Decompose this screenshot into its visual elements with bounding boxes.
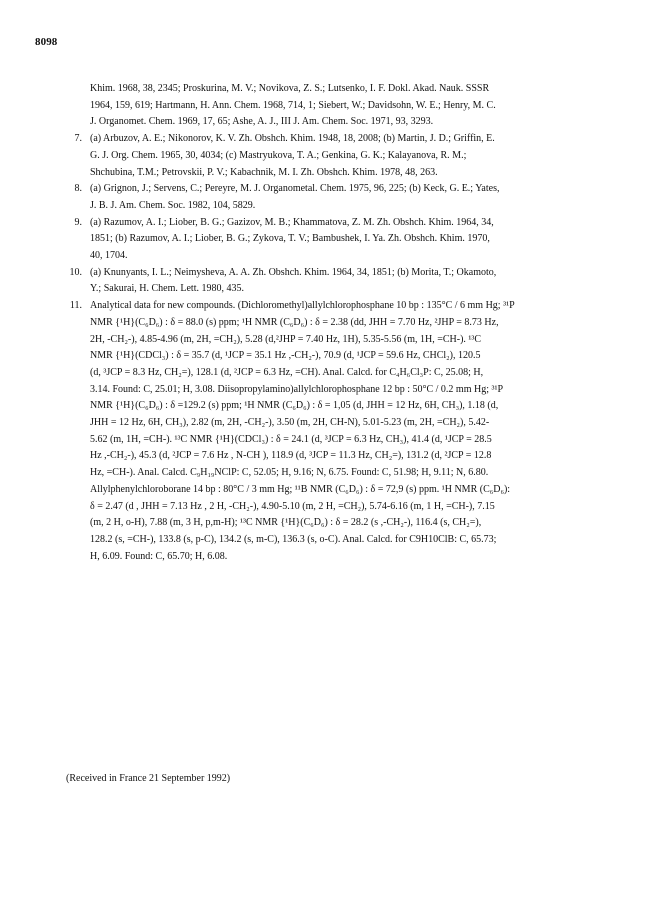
reference-line: (a) Razumov, A. I.; Liober, B. G.; Gazizov, M. B.; Khammatova, Z. M. Zh. Obshch. Khim. 1964, 34, [90,216,494,228]
page-number: 8098 [35,36,58,48]
reference-line: 128.2 (s, =CH-), 133.8 (s, p-C), 134.2 (s, m-C), 136.3 (s, o-C). Anal. Calcd. for C9H10ClB: C, 65.73; [90,533,497,545]
reference-line: Hz, =CH-). Anal. Calcd. C₉H₁₉NClP: C, 52.05; H, 9.16; N, 6.75. Found: C, 51.98; H, 9.11; N, 6.80. [90,467,489,479]
reference-text [90,298,646,565]
reference-item [38,265,646,298]
reference-line: 3.14. Found: C, 25.01; H, 3.08. Diisopropylamino)allylchlorophosphane 12 bp : 50°C / 0.2 mm Hg; ³¹P [90,383,504,395]
reference-text [90,131,646,181]
reference-line: G. J. Org. Chem. 1965, 30, 4034; (c) Mastryukova, T. A.; Genkina, G. K.; Kalayanova, R. M.; [90,149,467,161]
reference-line: δ = 2.47 (d , JHH = 7.13 Hz , 2 H, -CH₂-), 4.90-5.10 (m, 2 H, =CH₂), 5.74-6.16 (m, 1 H, =CH-), 7.15 [90,500,495,512]
reference-text [90,181,646,214]
reference-number: 10. [69,266,82,278]
reference-line: (a) Knunyants, I. L.; Neimysheva, A. A. Zh. Obshch. Khim. 1964, 34, 1851; (b) Morita, T.; Okamoto, [90,266,497,278]
reference-number: 8. [74,183,82,195]
reference-line: J. B. J. Am. Chem. Soc. 1982, 104, 5829. [90,199,256,211]
reference-line: 2H, -CH₂-), 4.85-4.96 (m, 2H, =CH₂), 5.28 (d,²JHP = 7.40 Hz, 1H), 5.35-5.56 (m, 1H, =CH-). ¹³C [90,333,482,345]
received-date: (Received in France 21 September 1992) [66,773,231,784]
reference-line: NMR {¹H}(C₆D₆) : δ =129.2 (s) ppm; ¹H NMR (C₆D₆) : δ = 1,05 (d, JHH = 12 Hz, 6H, CH₃), 1.18 (d, [90,400,499,412]
reference-text [90,215,646,265]
reference-line: Analytical data for new compounds. (Dichloromethyl)allylchlorophosphane 10 bp : 135°C / 6 mm Hg; ³¹P [90,300,515,312]
reference-item [38,215,646,265]
reference-line: 40, 1704. [90,250,128,262]
reference-number: 11. [69,300,82,312]
reference-list [38,81,646,565]
reference-text [90,81,646,131]
reference-item [38,298,646,565]
reference-line: Hz ,-CH₂-), 45.3 (d, ²JCP = 7.6 Hz , N-CH ), 118.9 (d, ³JCP = 11.3 Hz, CH₂=), 131.2 (d, ²JCP = 12.8 [90,450,492,462]
reference-line: 1964, 159, 619; Hartmann, H. Ann. Chem. 1968, 714, 1; Siebert, W.; Davidsohn, W. E.; Henry, M. C. [90,99,496,111]
reference-line: Allylphenylchloroborane 14 bp : 80°C / 3 mm Hg; ¹¹B NMR (C₆D₆) : δ = 72,9 (s) ppm. ¹H NMR (C₆D₆): [90,483,511,495]
reference-line: Y.; Sakurai, H. Chem. Lett. 1980, 435. [90,283,244,295]
reference-line: (d, ³JCP = 8.3 Hz, CH₂=), 128.1 (d, ²JCP = 6.3 Hz, =CH). Anal. Calcd. for C₄H₆Cl₃P: C, 25.08; H, [90,366,484,378]
reference-line: NMR {¹H}(C₆D₆) : δ = 88.0 (s) ppm; ¹H NMR (C₆D₆) : δ = 2.38 (dd, JHH = 7.70 Hz, ²JHP = 8.73 Hz, [90,316,499,328]
reference-line: Shchubina, T.M.; Petrovskii, P. V.; Kabachnik, M. I. Zh. Obshch. Khim. 1978, 48, 263. [90,166,438,178]
reference-line: (m, 2 H, o-H), 7.88 (m, 3 H, p,m-H); ¹³C NMR {¹H}(C₆D₆) : δ = 28.2 (s ,-CH₂-), 116.4 (s, CH₂=), [90,517,482,529]
reference-line: NMR {¹H}(CDCl₃) : δ = 35.7 (d, ¹JCP = 35.1 Hz ,-CH₂-), 70.9 (d, ¹JCP = 59.6 Hz, CHCl₂), 120.5 [90,350,481,362]
reference-line: J. Organomet. Chem. 1969, 17, 65; Ashe, A. J., III J. Am. Chem. Soc. 1971, 93, 3293. [90,116,434,128]
reference-line: (a) Arbuzov, A. E.; Nikonorov, K. V. Zh. Obshch. Khim. 1948, 18, 2008; (b) Martin, J. D.; Griffin, E. [90,133,495,145]
reference-number: 9. [74,216,82,228]
reference-text [90,265,646,298]
reference-number: 7. [74,133,82,145]
reference-line: JHH = 12 Hz, 6H, CH₃), 2.82 (m, 2H, -CH₂-), 3.50 (m, 2H, CH-N), 5.01-5.23 (m, 2H, =CH₂), 5.42- [90,417,490,429]
reference-item [38,131,646,181]
reference-line: Khim. 1968, 38, 2345; Proskurina, M. V.; Novikova, Z. S.; Lutsenko, I. F. Dokl. Akad. Nauk. SSSR [90,83,490,94]
reference-line: (a) Grignon, J.; Servens, C.; Pereyre, M. J. Organometal. Chem. 1975, 96, 225; (b) Keck, G. E.; Yates, [90,183,500,195]
reference-line: H, 6.09. Found: C, 65.70; H, 6.08. [90,550,228,562]
reference-item [38,181,646,214]
reference-item [38,81,646,131]
reference-line: 1851; (b) Razumov, A. I.; Liober, B. G.; Zykova, T. V.; Bambushek, I. Ya. Zh. Obshch. Khim. 1970, [90,233,490,245]
reference-line: 5.62 (m, 1H, =CH-). ¹³C NMR {¹H}(CDCl₃) : δ = 24.1 (d, ³JCP = 6.3 Hz, CH₃), 41.4 (d, ¹JCP = 28.5 [90,433,492,445]
